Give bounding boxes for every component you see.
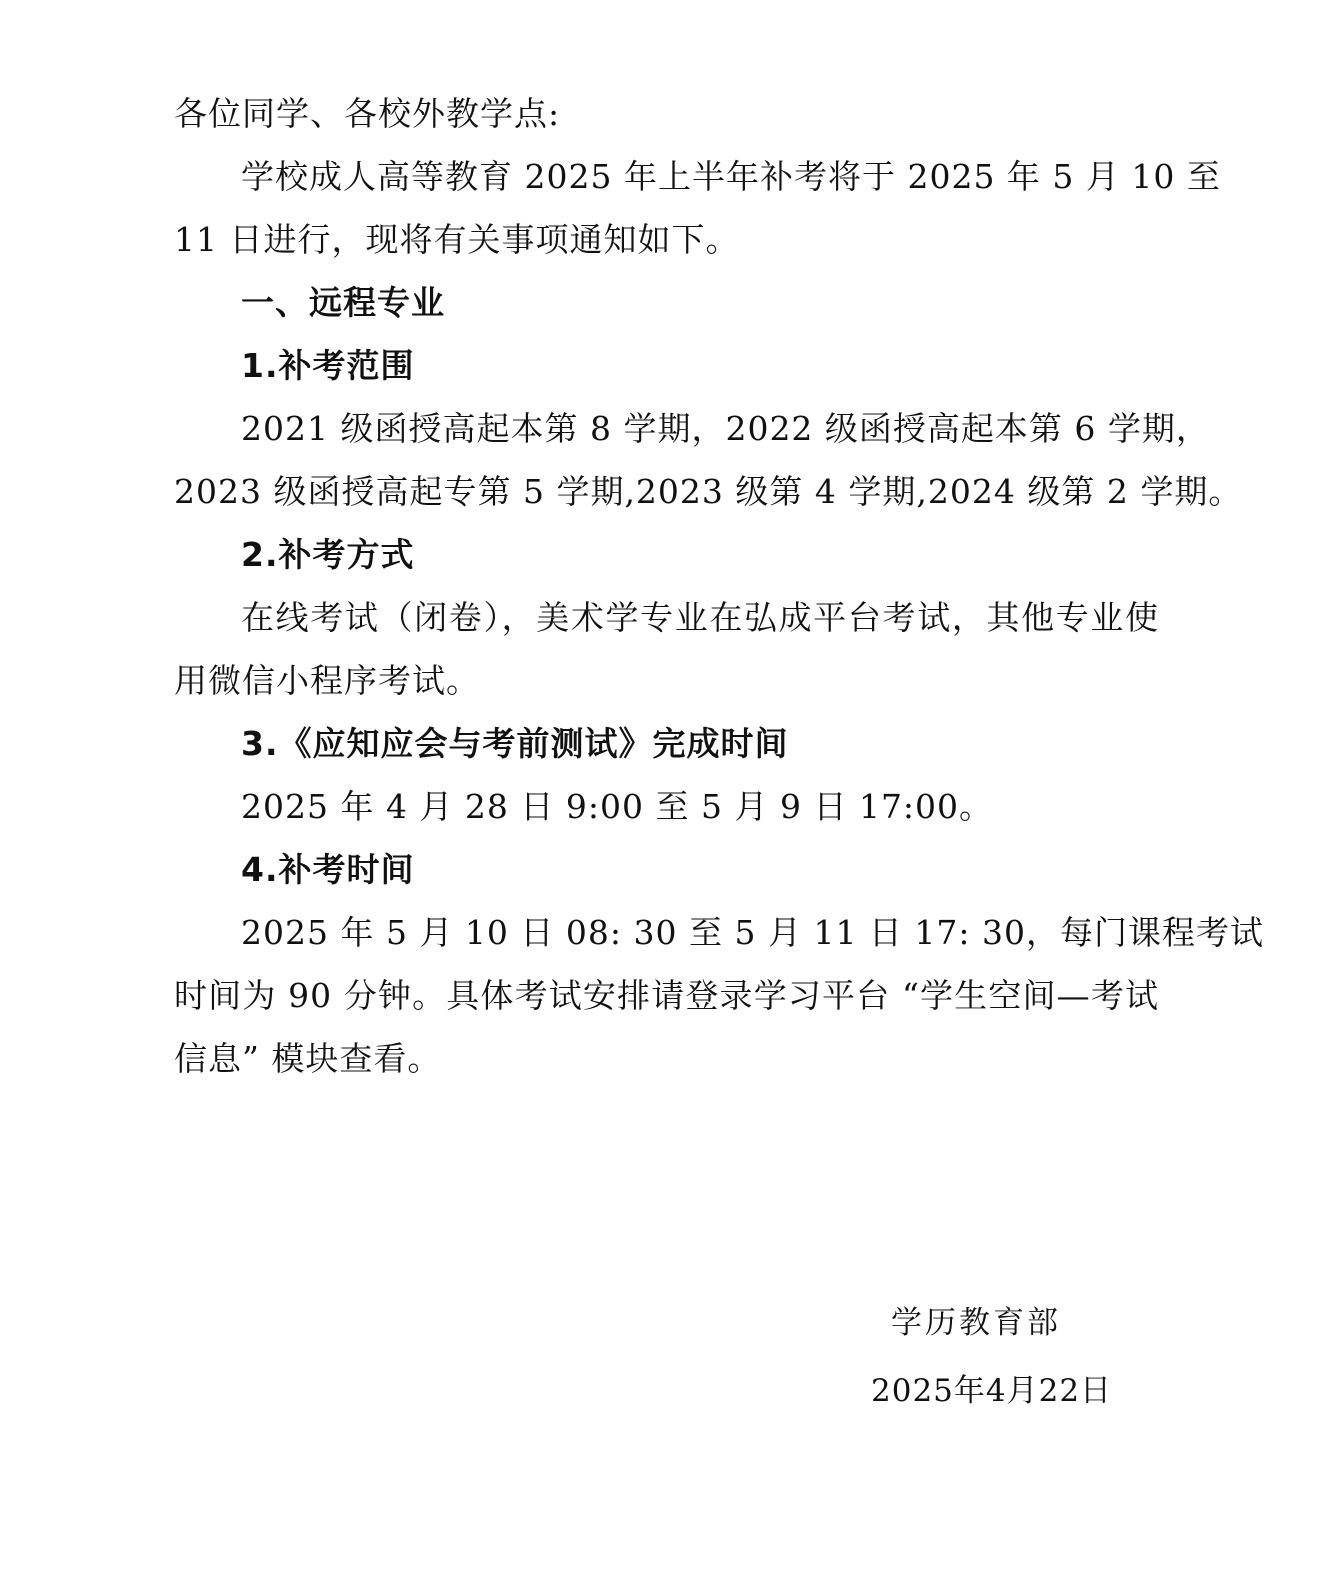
item-1-text-line-1: 2021 级函授高起本第 8 学期，2022 级函授高起本第 6 学期， <box>241 409 1210 448</box>
item-1-text-line-2: 2023 级函授高起专第 5 学期,2023 级第 4 学期,2024 级第 2 学期。 <box>174 472 1243 511</box>
item-2-heading: 2.补考方式 <box>241 535 415 574</box>
item-3-heading: 3.《应知应会与考前测试》完成时间 <box>241 724 789 763</box>
item-4-text-line-2: 时间为 90 分钟。具体考试安排请登录学习平台 “学生空间—考试 <box>174 976 1159 1015</box>
intro-paragraph-line-1: 学校成人高等教育 2025 年上半年补考将于 2025 年 5 月 10 至 <box>241 157 1221 196</box>
signature-date: 2025年4月22日 <box>871 1373 1113 1409</box>
intro-paragraph-line-2: 11 日进行，现将有关事项通知如下。 <box>174 220 740 259</box>
item-1-heading: 1.补考范围 <box>241 346 415 385</box>
item-4-text-line-3: 信息” 模块查看。 <box>174 1039 442 1078</box>
item-3-text-line-1: 2025 年 4 月 28 日 9:00 至 5 月 9 日 17:00。 <box>241 787 994 826</box>
notice-body <box>174 82 1265 1090</box>
item-2-text-line-1: 在线考试（闭卷），美术学专业在弘成平台考试，其他专业使 <box>241 598 1159 637</box>
item-4-text-line-1: 2025 年 5 月 10 日 08: 30 至 5 月 11 日 17: 30，每门课程考试 <box>241 913 1265 952</box>
item-2-text-line-2: 用微信小程序考试。 <box>174 661 480 700</box>
signature-department: 学历教育部 <box>891 1305 1061 1341</box>
section-1-heading: 一、远程专业 <box>241 283 445 322</box>
greeting: 各位同学、各校外教学点: <box>174 94 561 133</box>
item-4-heading: 4.补考时间 <box>241 850 415 889</box>
